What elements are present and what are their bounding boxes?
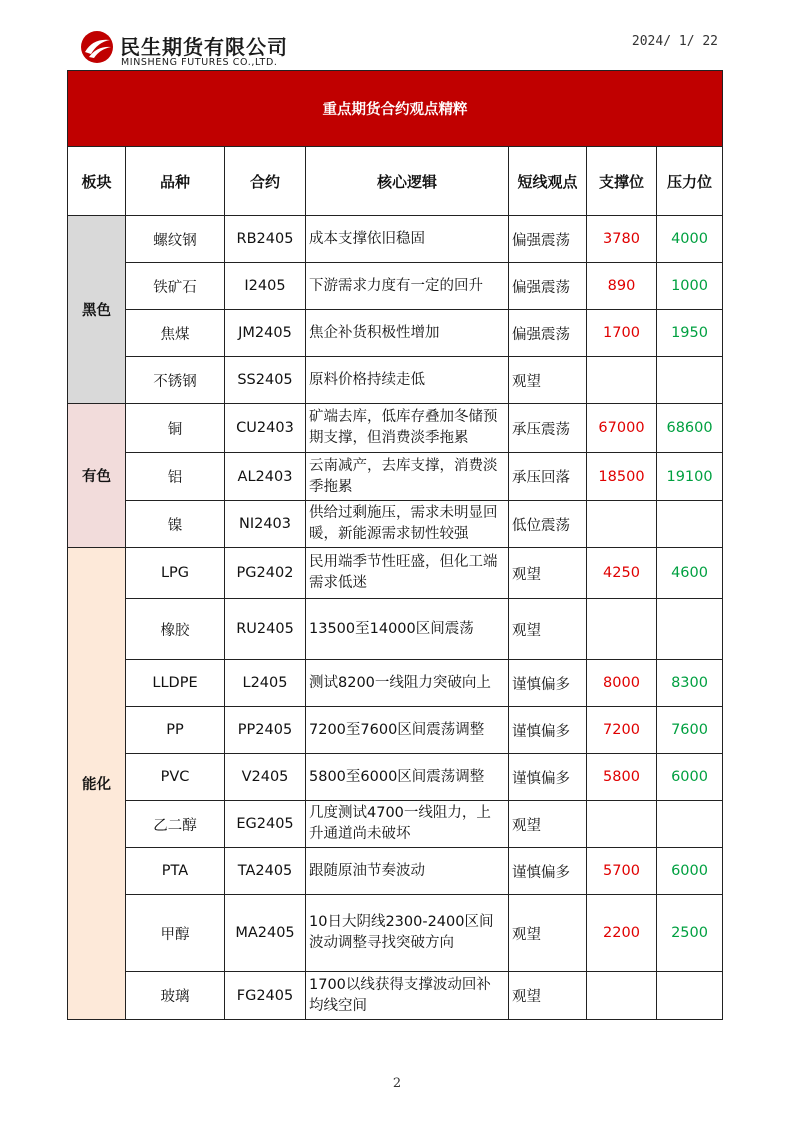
- contract-cell: FG2405: [225, 972, 306, 1020]
- contract-cell: CU2403: [225, 404, 306, 453]
- resistance-cell: [657, 801, 723, 848]
- logic-cell: 原料价格持续走低: [306, 357, 509, 404]
- company-logo-icon: [80, 30, 114, 64]
- contract-cell: AL2403: [225, 453, 306, 501]
- support-cell: 7200: [587, 707, 657, 754]
- logic-cell: 5800至6000区间震荡调整: [306, 754, 509, 801]
- view-cell: 低位震荡: [509, 501, 587, 548]
- table-row: [68, 501, 723, 548]
- resistance-cell: 1950: [657, 310, 723, 357]
- sector-cell: 能化: [68, 548, 126, 1020]
- contract-cell: L2405: [225, 660, 306, 707]
- variety-cell: 镍: [126, 501, 225, 548]
- table-row: [68, 357, 723, 404]
- logic-cell: 跟随原油节奏波动: [306, 848, 509, 895]
- resistance-cell: 2500: [657, 895, 723, 972]
- logic-cell: 7200至7600区间震荡调整: [306, 707, 509, 754]
- view-cell: 谨慎偏多: [509, 848, 587, 895]
- logic-cell: 下游需求力度有一定的回升: [306, 263, 509, 310]
- table-row: [68, 848, 723, 895]
- company-name-cn: 民生期货有限公司: [120, 35, 288, 59]
- table-row: [68, 754, 723, 801]
- view-cell: 观望: [509, 548, 587, 599]
- contract-cell: V2405: [225, 754, 306, 801]
- contract-cell: RU2405: [225, 599, 306, 660]
- table-row: [68, 801, 723, 848]
- view-cell: 承压震荡: [509, 404, 587, 453]
- view-cell: 承压回落: [509, 453, 587, 501]
- resistance-cell: [657, 501, 723, 548]
- view-cell: 观望: [509, 599, 587, 660]
- contract-cell: MA2405: [225, 895, 306, 972]
- variety-cell: 铁矿石: [126, 263, 225, 310]
- contract-cell: PG2402: [225, 548, 306, 599]
- contract-cell: JM2405: [225, 310, 306, 357]
- page-header: [0, 0, 794, 70]
- view-cell: 偏强震荡: [509, 310, 587, 357]
- support-cell: 8000: [587, 660, 657, 707]
- table-row: [68, 548, 723, 599]
- support-cell: [587, 599, 657, 660]
- logic-cell: 10日大阴线2300-2400区间波动调整寻找突破方向: [306, 895, 509, 972]
- table-row: [68, 660, 723, 707]
- logic-cell: 供给过剩施压，需求未明显回暖，新能源需求韧性较强: [306, 501, 509, 548]
- col-header-resistance: 压力位: [657, 147, 723, 216]
- resistance-cell: 6000: [657, 848, 723, 895]
- support-cell: 3780: [587, 216, 657, 263]
- col-header-variety: 品种: [126, 147, 225, 216]
- variety-cell: 铜: [126, 404, 225, 453]
- resistance-cell: [657, 357, 723, 404]
- support-cell: [587, 801, 657, 848]
- support-cell: [587, 501, 657, 548]
- support-cell: 1700: [587, 310, 657, 357]
- contract-cell: NI2403: [225, 501, 306, 548]
- company-name-en: MINSHENG FUTURES CO.,LTD.: [121, 57, 278, 68]
- support-cell: 67000: [587, 404, 657, 453]
- resistance-cell: 4000: [657, 216, 723, 263]
- table-row: [68, 404, 723, 453]
- table-title: 重点期货合约观点精粹: [68, 71, 723, 147]
- contract-cell: RB2405: [225, 216, 306, 263]
- support-cell: 890: [587, 263, 657, 310]
- logic-cell: 几度测试4700一线阻力，上升通道尚未破坏: [306, 801, 509, 848]
- variety-cell: 铝: [126, 453, 225, 501]
- sector-cell: 黑色: [68, 216, 126, 404]
- table-row: [68, 453, 723, 501]
- variety-cell: PVC: [126, 754, 225, 801]
- view-cell: 观望: [509, 895, 587, 972]
- variety-cell: 螺纹钢: [126, 216, 225, 263]
- variety-cell: 焦煤: [126, 310, 225, 357]
- contract-cell: SS2405: [225, 357, 306, 404]
- view-cell: 偏强震荡: [509, 216, 587, 263]
- table-row: [68, 263, 723, 310]
- contract-cell: PP2405: [225, 707, 306, 754]
- page-number: 2: [392, 1076, 402, 1091]
- support-cell: [587, 972, 657, 1020]
- logic-cell: 焦企补货积极性增加: [306, 310, 509, 357]
- view-cell: 谨慎偏多: [509, 660, 587, 707]
- view-cell: 观望: [509, 357, 587, 404]
- resistance-cell: [657, 972, 723, 1020]
- support-cell: 2200: [587, 895, 657, 972]
- view-cell: 谨慎偏多: [509, 707, 587, 754]
- variety-cell: LPG: [126, 548, 225, 599]
- contract-cell: I2405: [225, 263, 306, 310]
- resistance-cell: 1000: [657, 263, 723, 310]
- variety-cell: PP: [126, 707, 225, 754]
- report-date: 2024/ 1/ 22: [631, 34, 718, 49]
- resistance-cell: 8300: [657, 660, 723, 707]
- variety-cell: 橡胶: [126, 599, 225, 660]
- col-header-contract: 合约: [225, 147, 306, 216]
- resistance-cell: 7600: [657, 707, 723, 754]
- resistance-cell: 4600: [657, 548, 723, 599]
- variety-cell: PTA: [126, 848, 225, 895]
- contract-cell: EG2405: [225, 801, 306, 848]
- variety-cell: LLDPE: [126, 660, 225, 707]
- table-row: [68, 895, 723, 972]
- logic-cell: 1700以线获得支撑波动回补均线空间: [306, 972, 509, 1020]
- view-cell: 谨慎偏多: [509, 754, 587, 801]
- support-cell: [587, 357, 657, 404]
- resistance-cell: 68600: [657, 404, 723, 453]
- variety-cell: 甲醇: [126, 895, 225, 972]
- support-cell: 5800: [587, 754, 657, 801]
- table-row: [68, 599, 723, 660]
- sector-cell: 有色: [68, 404, 126, 548]
- view-cell: 偏强震荡: [509, 263, 587, 310]
- variety-cell: 不锈钢: [126, 357, 225, 404]
- logic-cell: 成本支撑依旧稳固: [306, 216, 509, 263]
- view-cell: 观望: [509, 972, 587, 1020]
- futures-views-table: [67, 70, 723, 1020]
- col-header-view: 短线观点: [509, 147, 587, 216]
- logic-cell: 矿端去库，低库存叠加冬储预期支撑，但消费淡季拖累: [306, 404, 509, 453]
- logic-cell: 13500至14000区间震荡: [306, 599, 509, 660]
- col-header-sector: 板块: [68, 147, 126, 216]
- table-header-row: [68, 147, 723, 216]
- support-cell: 18500: [587, 453, 657, 501]
- table-row: [68, 707, 723, 754]
- table-row: [68, 310, 723, 357]
- resistance-cell: 19100: [657, 453, 723, 501]
- table-row: [68, 216, 723, 263]
- logic-cell: 测试8200一线阻力突破向上: [306, 660, 509, 707]
- support-cell: 5700: [587, 848, 657, 895]
- resistance-cell: 6000: [657, 754, 723, 801]
- logic-cell: 民用端季节性旺盛，但化工端需求低迷: [306, 548, 509, 599]
- contract-cell: TA2405: [225, 848, 306, 895]
- resistance-cell: [657, 599, 723, 660]
- variety-cell: 玻璃: [126, 972, 225, 1020]
- table-row: [68, 972, 723, 1020]
- support-cell: 4250: [587, 548, 657, 599]
- logic-cell: 云南减产，去库支撑，消费淡季拖累: [306, 453, 509, 501]
- col-header-support: 支撑位: [587, 147, 657, 216]
- view-cell: 观望: [509, 801, 587, 848]
- variety-cell: 乙二醇: [126, 801, 225, 848]
- col-header-logic: 核心逻辑: [306, 147, 509, 216]
